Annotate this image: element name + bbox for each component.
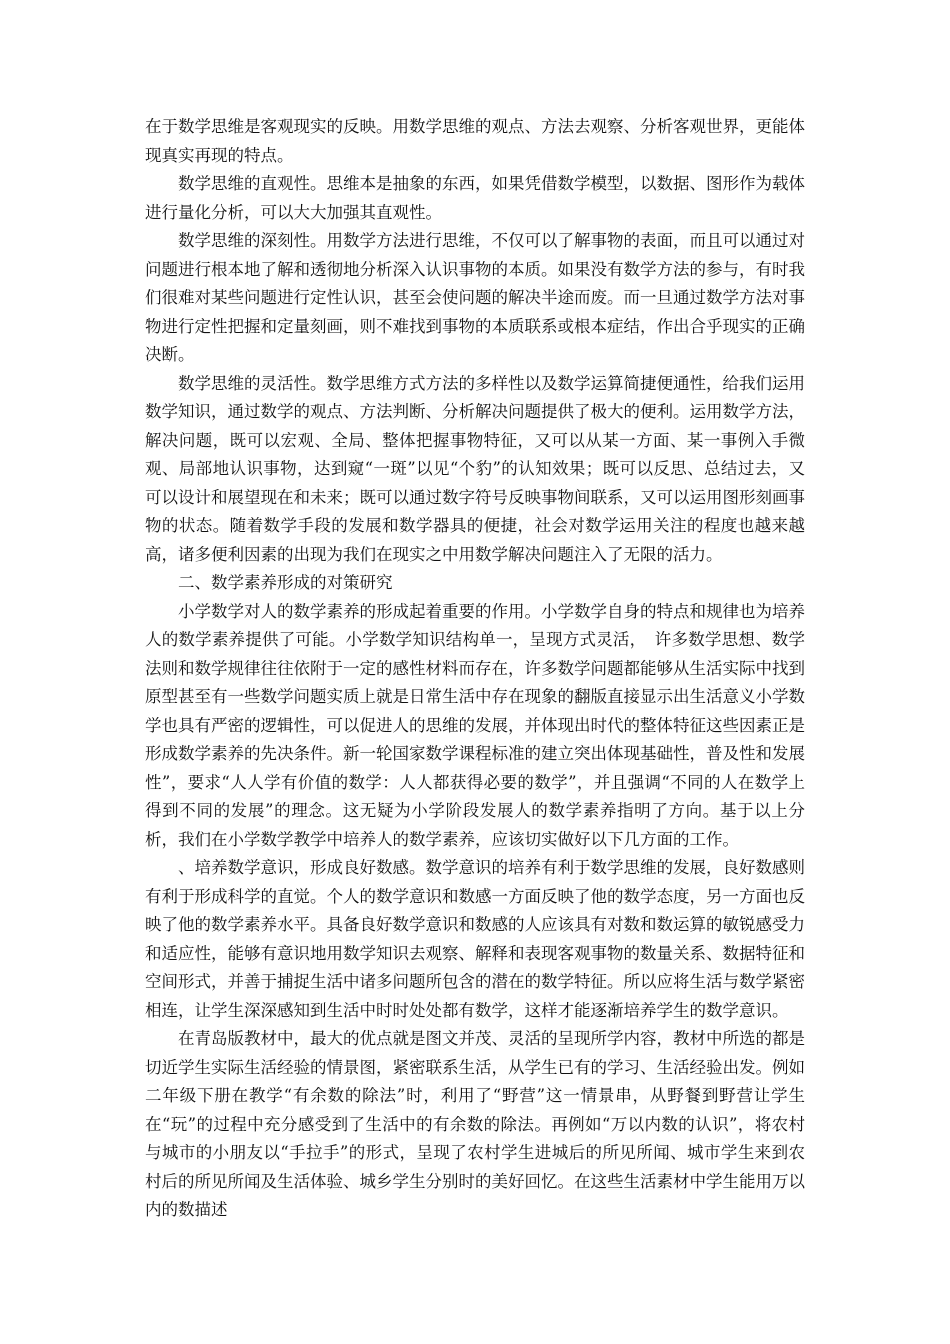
paragraph-primary-math-role: 小学数学对人的数学素养的形成起着重要的作用。小学数学自身的特点和规律也为培养人的数学素养提供了可能。小学数学知识结构单一，呈现方式灵活， 许多数学思想、数学法则和数学规律往往依附于一定的感性材料而存在，许多数学问题都能够从生活实际中找到原型甚至有一些数学问题实质上就是日常生活中存在现象的翻版直接显示出生活意义小学数学也具有严密的逻辑性，可以促进人的思维的发展，并体现出时代的整体特征这些因素正是形成数学素养的先决条件。新一轮国家数学课程标准的建立突出体现基础性，普及性和发展性”，要求“人人学有价值的数学：人人都获得必要的数学”，并且强调“不同的人在数学上得到不同的发展”的理念。这无疑为小学阶段发展人的数学素养指明了方向。基于以上分析，我们在小学数学教学中培养人的数学素养，应该切实做好以下几方面的工作。 — [145, 601, 805, 849]
paragraph-flexibility: 数学思维的灵活性。数学思维方式方法的多样性以及数学运算简捷便通性，给我们运用数学知识，通过数学的观点、方法判断、分析解决问题提供了极大的便利。运用数学方法，解决问题，既可以宏观、全局、整体把握事物特征，又可以从某一方面、某一事例入手微观、局部地认识事物，达到窥“一斑”以见“个豹”的认知效果；既可以反思、总结过去，又可以设计和展望现在和未来；既可以通过数字符号反映事物间联系，又可以运用图形刻画事物的状态。随着数学手段的发展和数学器具的便捷，社会对数学运用关注的程度也越来越高，诸多便利因素的出现为我们在现实之中用数学解决问题注入了无限的活力。 — [145, 373, 805, 564]
paragraph-profundity: 数学思维的深刻性。用数学方法进行思维，不仅可以了解事物的表面，而且可以通过对问题进行根本地了解和透彻地分析深入认识事物的本质。如果没有数学方法的参与，有时我们很难对某些问题进行定性认识，甚至会使问题的解决半途而废。而一旦通过数学方法对事物进行定性把握和定量刻画，则不难找到事物的本质联系或根本症结，作出合乎现实的正确决断。 — [145, 231, 805, 364]
paragraph-objective-reflection: 在于数学思维是客观现实的反映。用数学思维的观点、方法去观察、分析客观世界，更能体现真实再现的特点。 — [145, 117, 805, 165]
document-page — [145, 113, 805, 1225]
paragraph-intuitiveness: 数学思维的直观性。思维本是抽象的东西，如果凭借数学模型，以数据、图形作为载体进行量化分析，可以大大加强其直观性。 — [145, 174, 805, 222]
paragraph-number-sense: 、培养数学意识，形成良好数感。数学意识的培养有利于数学思维的发展，良好数感则有利于形成科学的直觉。个人的数学意识和数感一方面反映了他的数学态度，另一方面也反映了他的数学素养水平。具备良好数学意识和数感的人应该具有对数和数运算的敏锐感受力和适应性，能够有意识地用数学知识去观察、解释和表现客观事物的数量关系、数据特征和空间形式，并善于捕捉生活中诸多问题所包含的潜在的数学特征。所以应将生活与数学紧密相连，让学生深深感知到生活中时时处处都有数学，这样才能逐渐培养学生的数学意识。 — [145, 858, 805, 1020]
paragraph-qingdao-textbook: 在青岛版教材中，最大的优点就是图文并茂、灵活的呈现所学内容，教材中所选的都是切近学生实际生活经验的情景图，紧密联系生活，从学生已有的学习、生活经验出发。例如二年级下册在教学“有余数的除法”时，利用了“野营”这一情景串，从野餐到野营让学生在“玩”的过程中充分感受到了生活中的有余数的除法。再例如“万以内数的认识”，将农村与城市的小朋友以“手拉手”的形式，呈现了农村学生进城后的所见所闻、城市学生来到农村后的所见所闻及生活体验、城乡学生分别时的美好回忆。在这些生活素材中学生能用万以内的数描述 — [145, 1029, 805, 1219]
section-heading-countermeasures: 二、数学素养形成的对策研究 — [178, 573, 393, 592]
